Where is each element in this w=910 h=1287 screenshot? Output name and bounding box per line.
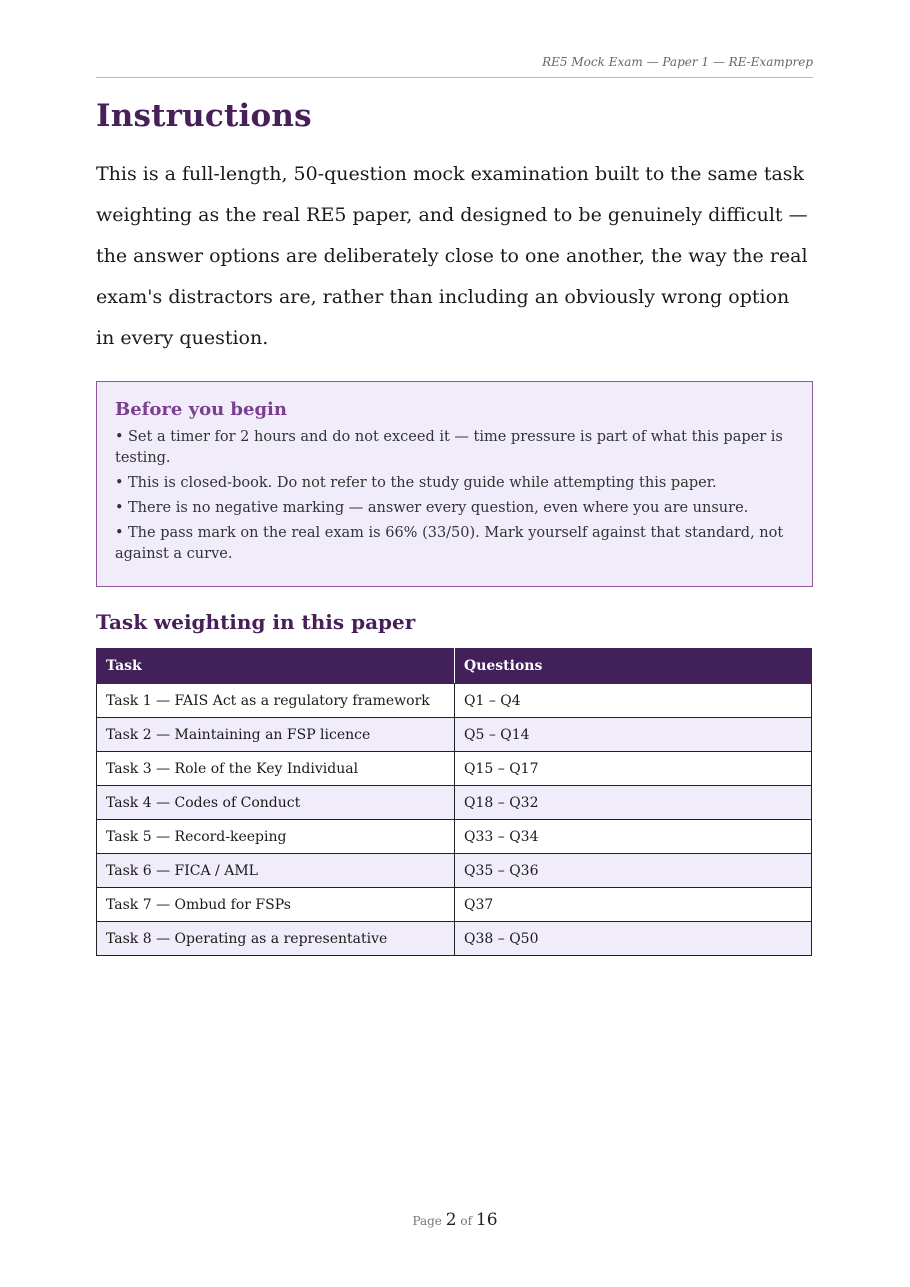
table-row	[97, 786, 812, 820]
callout-item-text: This is closed-book. Do not refer to the study guide while attempting this paper.	[128, 475, 717, 491]
bullet-icon: •	[115, 500, 124, 516]
table-row	[97, 854, 812, 888]
task-cell: Task 1 — FAIS Act as a regulatory framework	[97, 684, 455, 718]
task-cell: Task 4 — Codes of Conduct	[97, 786, 455, 820]
callout-list	[115, 427, 794, 565]
page-title: Instructions	[96, 98, 312, 134]
callout-item	[115, 427, 794, 469]
callout-item	[115, 498, 794, 519]
task-weighting-table	[96, 648, 812, 956]
running-header: RE5 Mock Exam — Paper 1 — RE-Examprep	[542, 55, 813, 69]
table-header-row	[97, 649, 812, 684]
questions-cell: Q38 – Q50	[455, 922, 812, 956]
table-row	[97, 820, 812, 854]
questions-cell: Q37	[455, 888, 812, 922]
callout-item-text: Set a timer for 2 hours and do not exceed it — time pressure is part of what this paper is testing.	[115, 429, 783, 466]
header-divider	[96, 77, 813, 78]
of-word: of	[460, 1214, 473, 1228]
table-row	[97, 752, 812, 786]
task-cell: Task 5 — Record-keeping	[97, 820, 455, 854]
total-page-count: 16	[475, 1210, 498, 1230]
questions-cell: Q5 – Q14	[455, 718, 812, 752]
callout-item	[115, 523, 794, 565]
questions-cell: Q18 – Q32	[455, 786, 812, 820]
current-page-number: 2	[445, 1210, 457, 1230]
questions-cell: Q35 – Q36	[455, 854, 812, 888]
questions-cell: Q15 – Q17	[455, 752, 812, 786]
bullet-icon: •	[115, 429, 124, 445]
task-cell: Task 7 — Ombud for FSPs	[97, 888, 455, 922]
callout-item	[115, 473, 794, 494]
questions-cell: Q1 – Q4	[455, 684, 812, 718]
table-row	[97, 922, 812, 956]
table-row	[97, 888, 812, 922]
callout-item-text: There is no negative marking — answer every question, even where you are unsure.	[128, 500, 749, 516]
callout-title: Before you begin	[115, 399, 287, 420]
before-you-begin-callout	[96, 381, 813, 587]
bullet-icon: •	[115, 525, 124, 541]
questions-cell: Q33 – Q34	[455, 820, 812, 854]
page-footer	[0, 1210, 910, 1230]
bullet-icon: •	[115, 475, 124, 491]
callout-item-text: The pass mark on the real exam is 66% (33/50). Mark yourself against that standard, not against a curve.	[115, 525, 784, 562]
column-header-questions: Questions	[455, 649, 812, 684]
column-header-task: Task	[97, 649, 455, 684]
table-row	[97, 684, 812, 718]
page-word: Page	[412, 1214, 442, 1228]
intro-paragraph: This is a full-length, 50-question mock examination built to the same task weighting as the real RE5 paper, and designed to be genuinely difficult — the answer options are deliberately close to one another, the way the real exam's distractors are, rather than including an obviously wrong option in every question.	[96, 163, 808, 349]
task-cell: Task 8 — Operating as a representative	[97, 922, 455, 956]
table-row	[97, 718, 812, 752]
section-title: Task weighting in this paper	[96, 610, 416, 634]
task-cell: Task 6 — FICA / AML	[97, 854, 455, 888]
task-cell: Task 3 — Role of the Key Individual	[97, 752, 455, 786]
task-cell: Task 2 — Maintaining an FSP licence	[97, 718, 455, 752]
